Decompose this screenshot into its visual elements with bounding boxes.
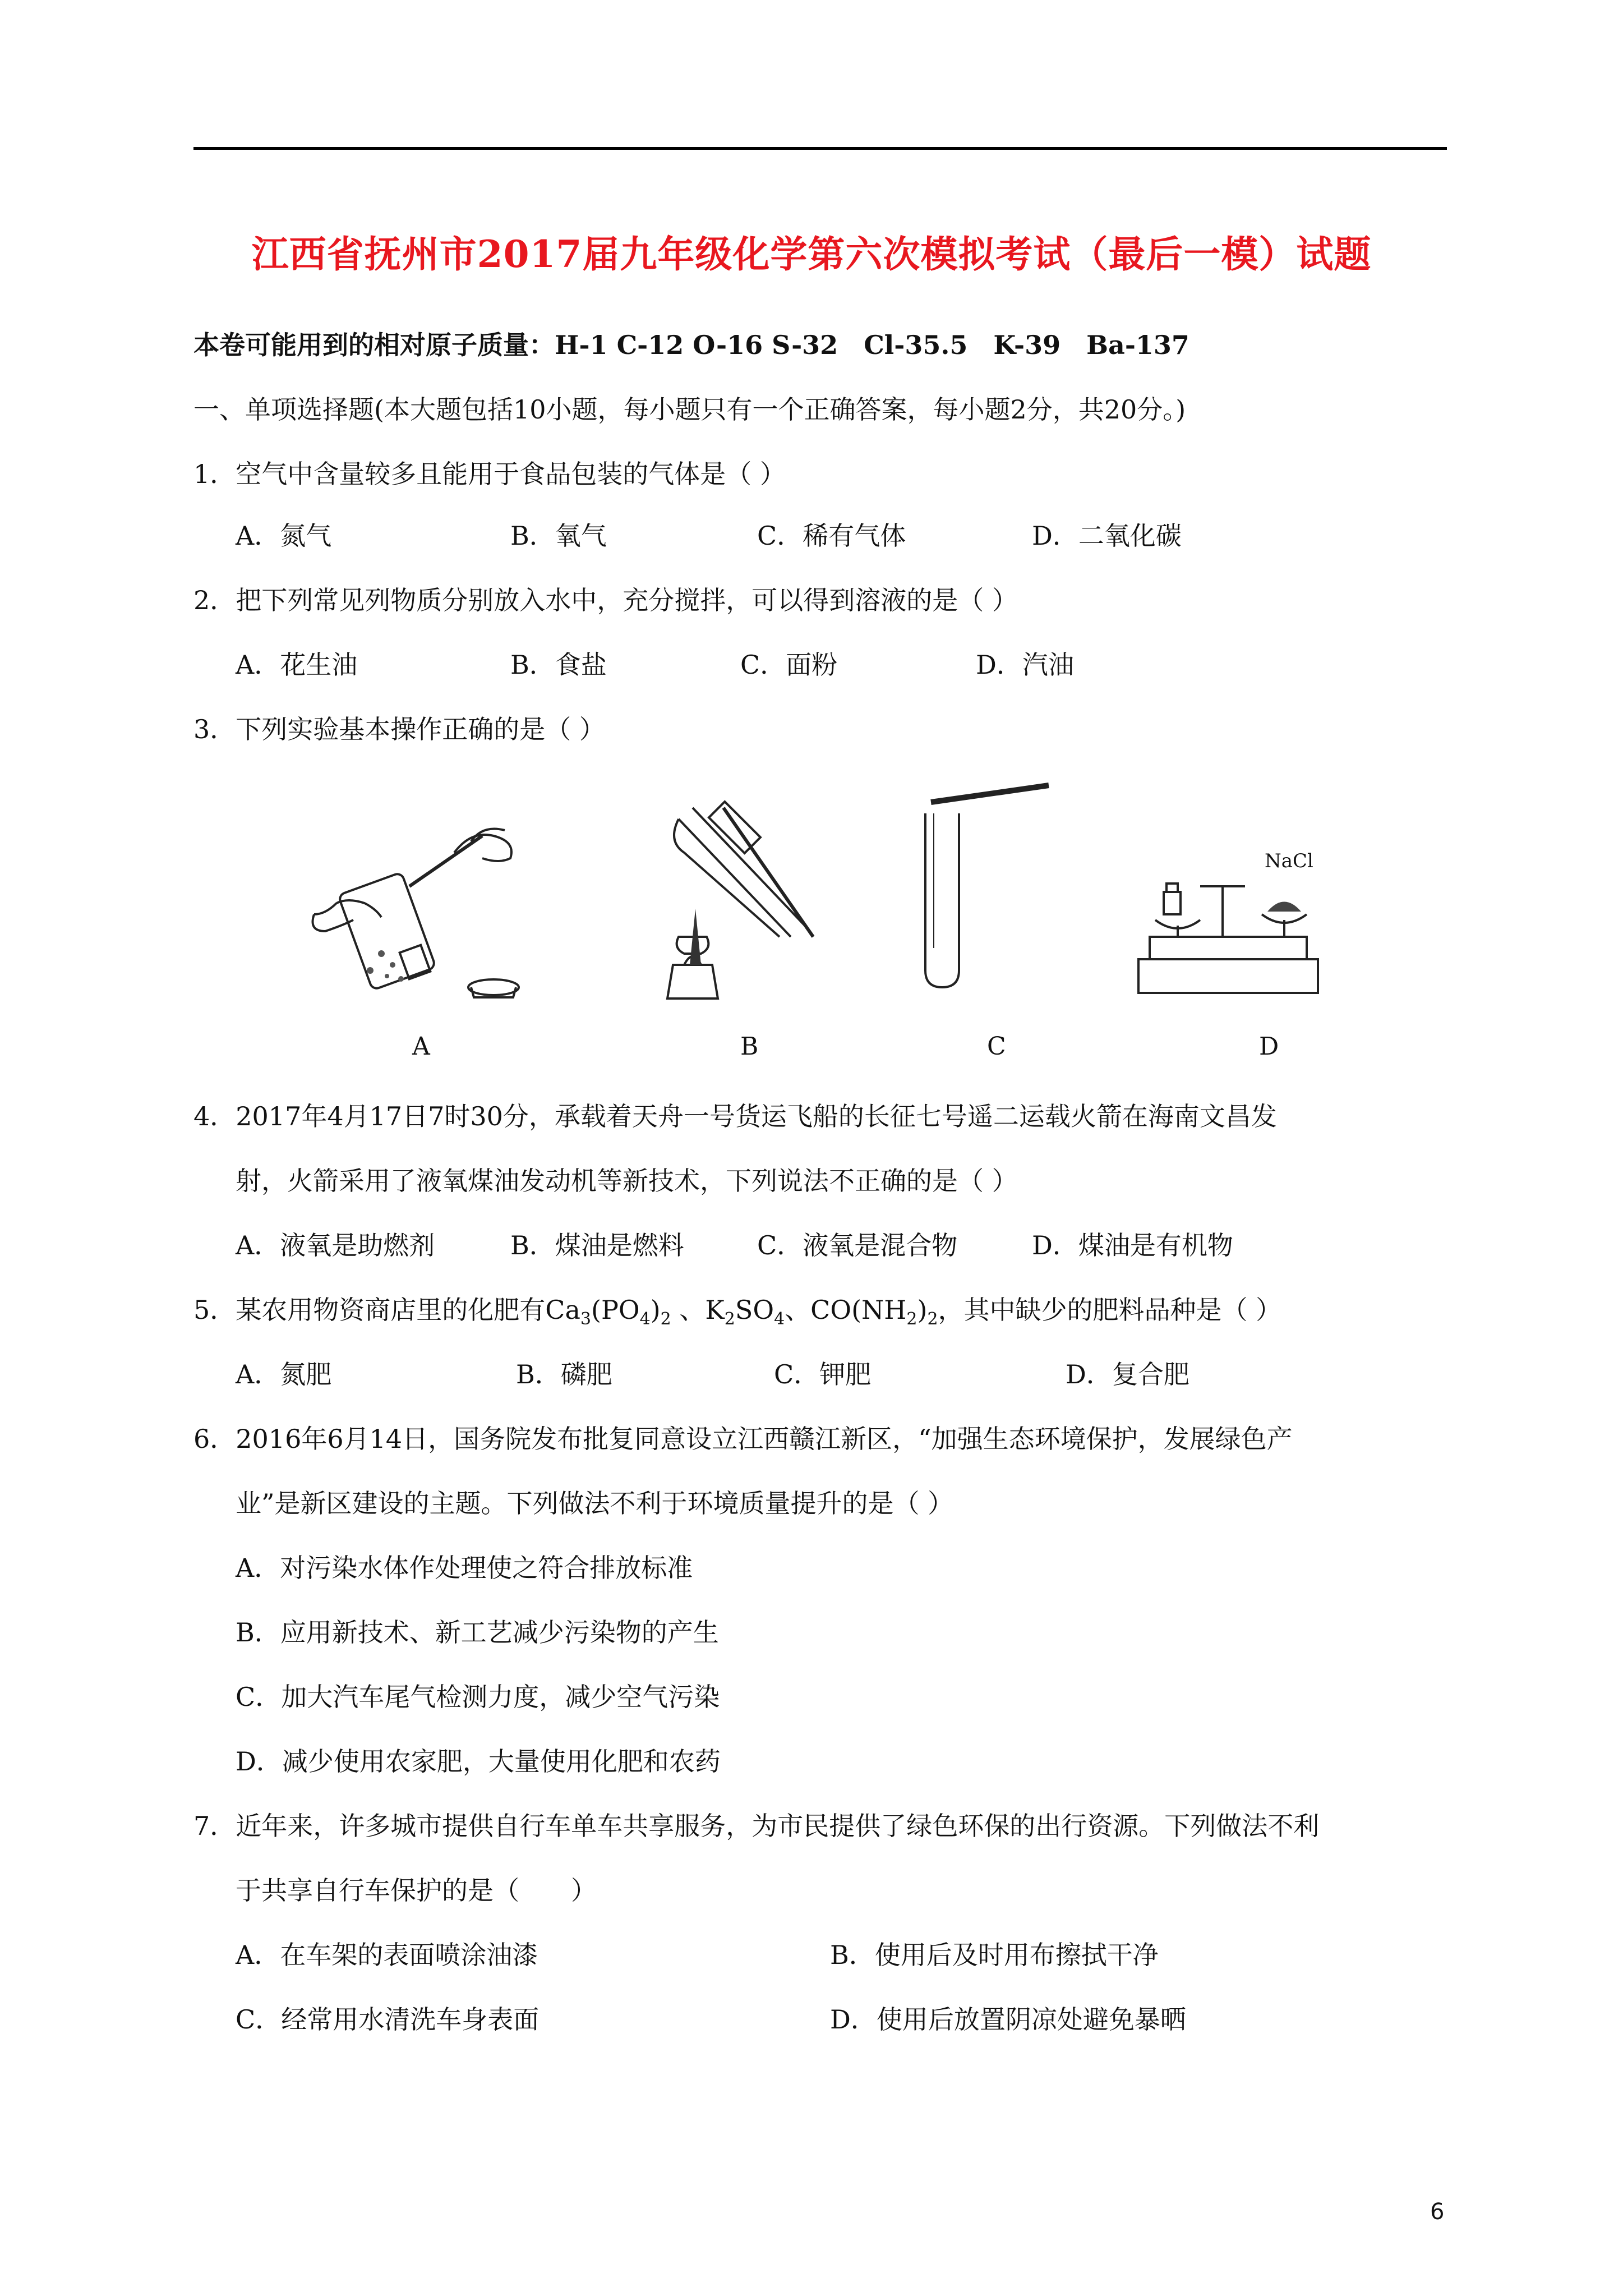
figure-a-pouring-liquid [303, 819, 538, 1004]
q6-stem-line2: 业”是新区建设的主题。下列做法不利于环境质量提升的是（ ） [236, 1488, 954, 1519]
q5-prefix: 5．某农用物资商店里的化肥有 [193, 1295, 546, 1325]
q4-stem-line1: 4．2017年4月17日7时30分，承载着天舟一号货运飞船的长征七号遥二运载火箭在海南文昌发 [193, 1101, 1277, 1131]
q5-formula1-b: (PO [591, 1295, 640, 1325]
q2-option-b: B．食盐 [510, 650, 607, 680]
q6-option-d: D．减少使用农家肥，大量使用化肥和农药 [236, 1746, 721, 1777]
figure-a-label: A [412, 1032, 430, 1061]
q5-separator2: 、CO(NH [785, 1295, 907, 1325]
q5-suffix: ，其中缺少的肥料品种是（ ） [938, 1295, 1282, 1325]
page-number: 6 [1430, 2199, 1445, 2225]
atomic-mass-note: 本卷可能用到的相对原子质量：H-1 C-12 O-16 S-32 Cl-35.5 K-39 Ba-137 [193, 330, 1189, 360]
figure-b-heating-tube [645, 797, 830, 1010]
q5-separator1: 、K [671, 1295, 725, 1325]
q5-formula2-b: SO [735, 1295, 774, 1325]
q5-formula1-sub1: 3 [580, 1309, 591, 1329]
q2-option-a: A．花生油 [236, 650, 358, 680]
q6-option-a: A．对污染水体作处理使之符合排放标准 [236, 1553, 693, 1583]
q2-option-c: C．面粉 [740, 650, 838, 680]
q1-option-d: D．二氧化碳 [1032, 521, 1182, 551]
q4-option-c: C．液氧是混合物 [757, 1230, 958, 1260]
figure-b-label: B [740, 1032, 759, 1061]
q7-stem-line1: 7．近年来，许多城市提供自行车单车共享服务，为市民提供了绿色环保的出行资源。下列做法不利 [193, 1811, 1320, 1841]
q5-formula1-sub3: 2 [660, 1309, 671, 1329]
q4-stem-line2: 射，火箭采用了液氧煤油发动机等新技术，下列说法不正确的是（ ） [236, 1166, 1018, 1196]
q7-option-d: D．使用后放置阴凉处避免暴晒 [830, 2004, 1186, 2035]
page-title: 江西省抚州市2017届九年级化学第六次模拟考试（最后一模）试题 [251, 232, 1372, 276]
q7-stem-line2: 于共享自行车保护的是（ ） [236, 1875, 597, 1906]
q6-option-c: C．加大汽车尾气检测力度，减少空气污染 [236, 1682, 720, 1712]
q7-option-c: C．经常用水清洗车身表面 [236, 2004, 540, 2035]
q4-option-d: D．煤油是有机物 [1032, 1230, 1233, 1260]
q5-option-d: D．复合肥 [1066, 1359, 1189, 1389]
figure-c-label: C [987, 1032, 1006, 1061]
q5-formula3-sub1: 2 [906, 1309, 917, 1329]
q5-option-c: C．钾肥 [774, 1359, 872, 1389]
q3-stem: 3．下列实验基本操作正确的是（ ） [193, 714, 605, 744]
q1-option-a: A．氮气 [236, 521, 332, 551]
section-heading: 一、单项选择题(本大题包括10小题，每小题只有一个正确答案，每小题2分，共20分。) [193, 394, 1186, 425]
figure-c-dropper-tube [920, 780, 1066, 999]
q5-option-a: A．氮肥 [236, 1359, 332, 1389]
q2-stem: 2．把下列常见列物质分别放入水中，充分搅拌，可以得到溶液的是（ ） [193, 585, 1018, 615]
q5-formula3-sub2: 2 [927, 1309, 938, 1329]
figure-d-balance [1133, 853, 1324, 999]
header-rule [193, 147, 1447, 150]
q2-option-d: D．汽油 [976, 650, 1074, 680]
q1-stem: 1．空气中含量较多且能用于食品包装的气体是（ ） [193, 459, 786, 489]
q5-stem [193, 1293, 1281, 1327]
q5-formula1-c: ) [650, 1295, 661, 1325]
q5-option-b: B．磷肥 [516, 1359, 612, 1389]
q7-option-b: B．使用后及时用布擦拭干净 [830, 1940, 1159, 1970]
q1-option-c: C．稀有气体 [757, 521, 906, 551]
q5-formula3-c: ) [917, 1295, 928, 1325]
figure-d-label: D [1259, 1032, 1279, 1061]
nacl-label: NaCl [1265, 850, 1313, 872]
q6-stem-line1: 6．2016年6月14日，国务院发布批复同意设立江西赣江新区，“加强生态环境保护，发展绿色产 [193, 1424, 1293, 1454]
q6-option-b: B．应用新技术、新工艺减少污染物的产生 [236, 1617, 719, 1648]
q5-formula1-sub2: 4 [639, 1309, 651, 1329]
q5-formula1-a: Ca [545, 1295, 580, 1325]
q5-formula2-sub2: 4 [774, 1309, 785, 1329]
q4-option-a: A．液氧是助燃剂 [236, 1230, 435, 1260]
q4-option-b: B．煤油是燃料 [510, 1230, 684, 1260]
q1-option-b: B．氧气 [510, 521, 607, 551]
q5-formula2-sub1: 2 [724, 1309, 735, 1329]
q7-option-a: A．在车架的表面喷涂油漆 [236, 1940, 538, 1970]
